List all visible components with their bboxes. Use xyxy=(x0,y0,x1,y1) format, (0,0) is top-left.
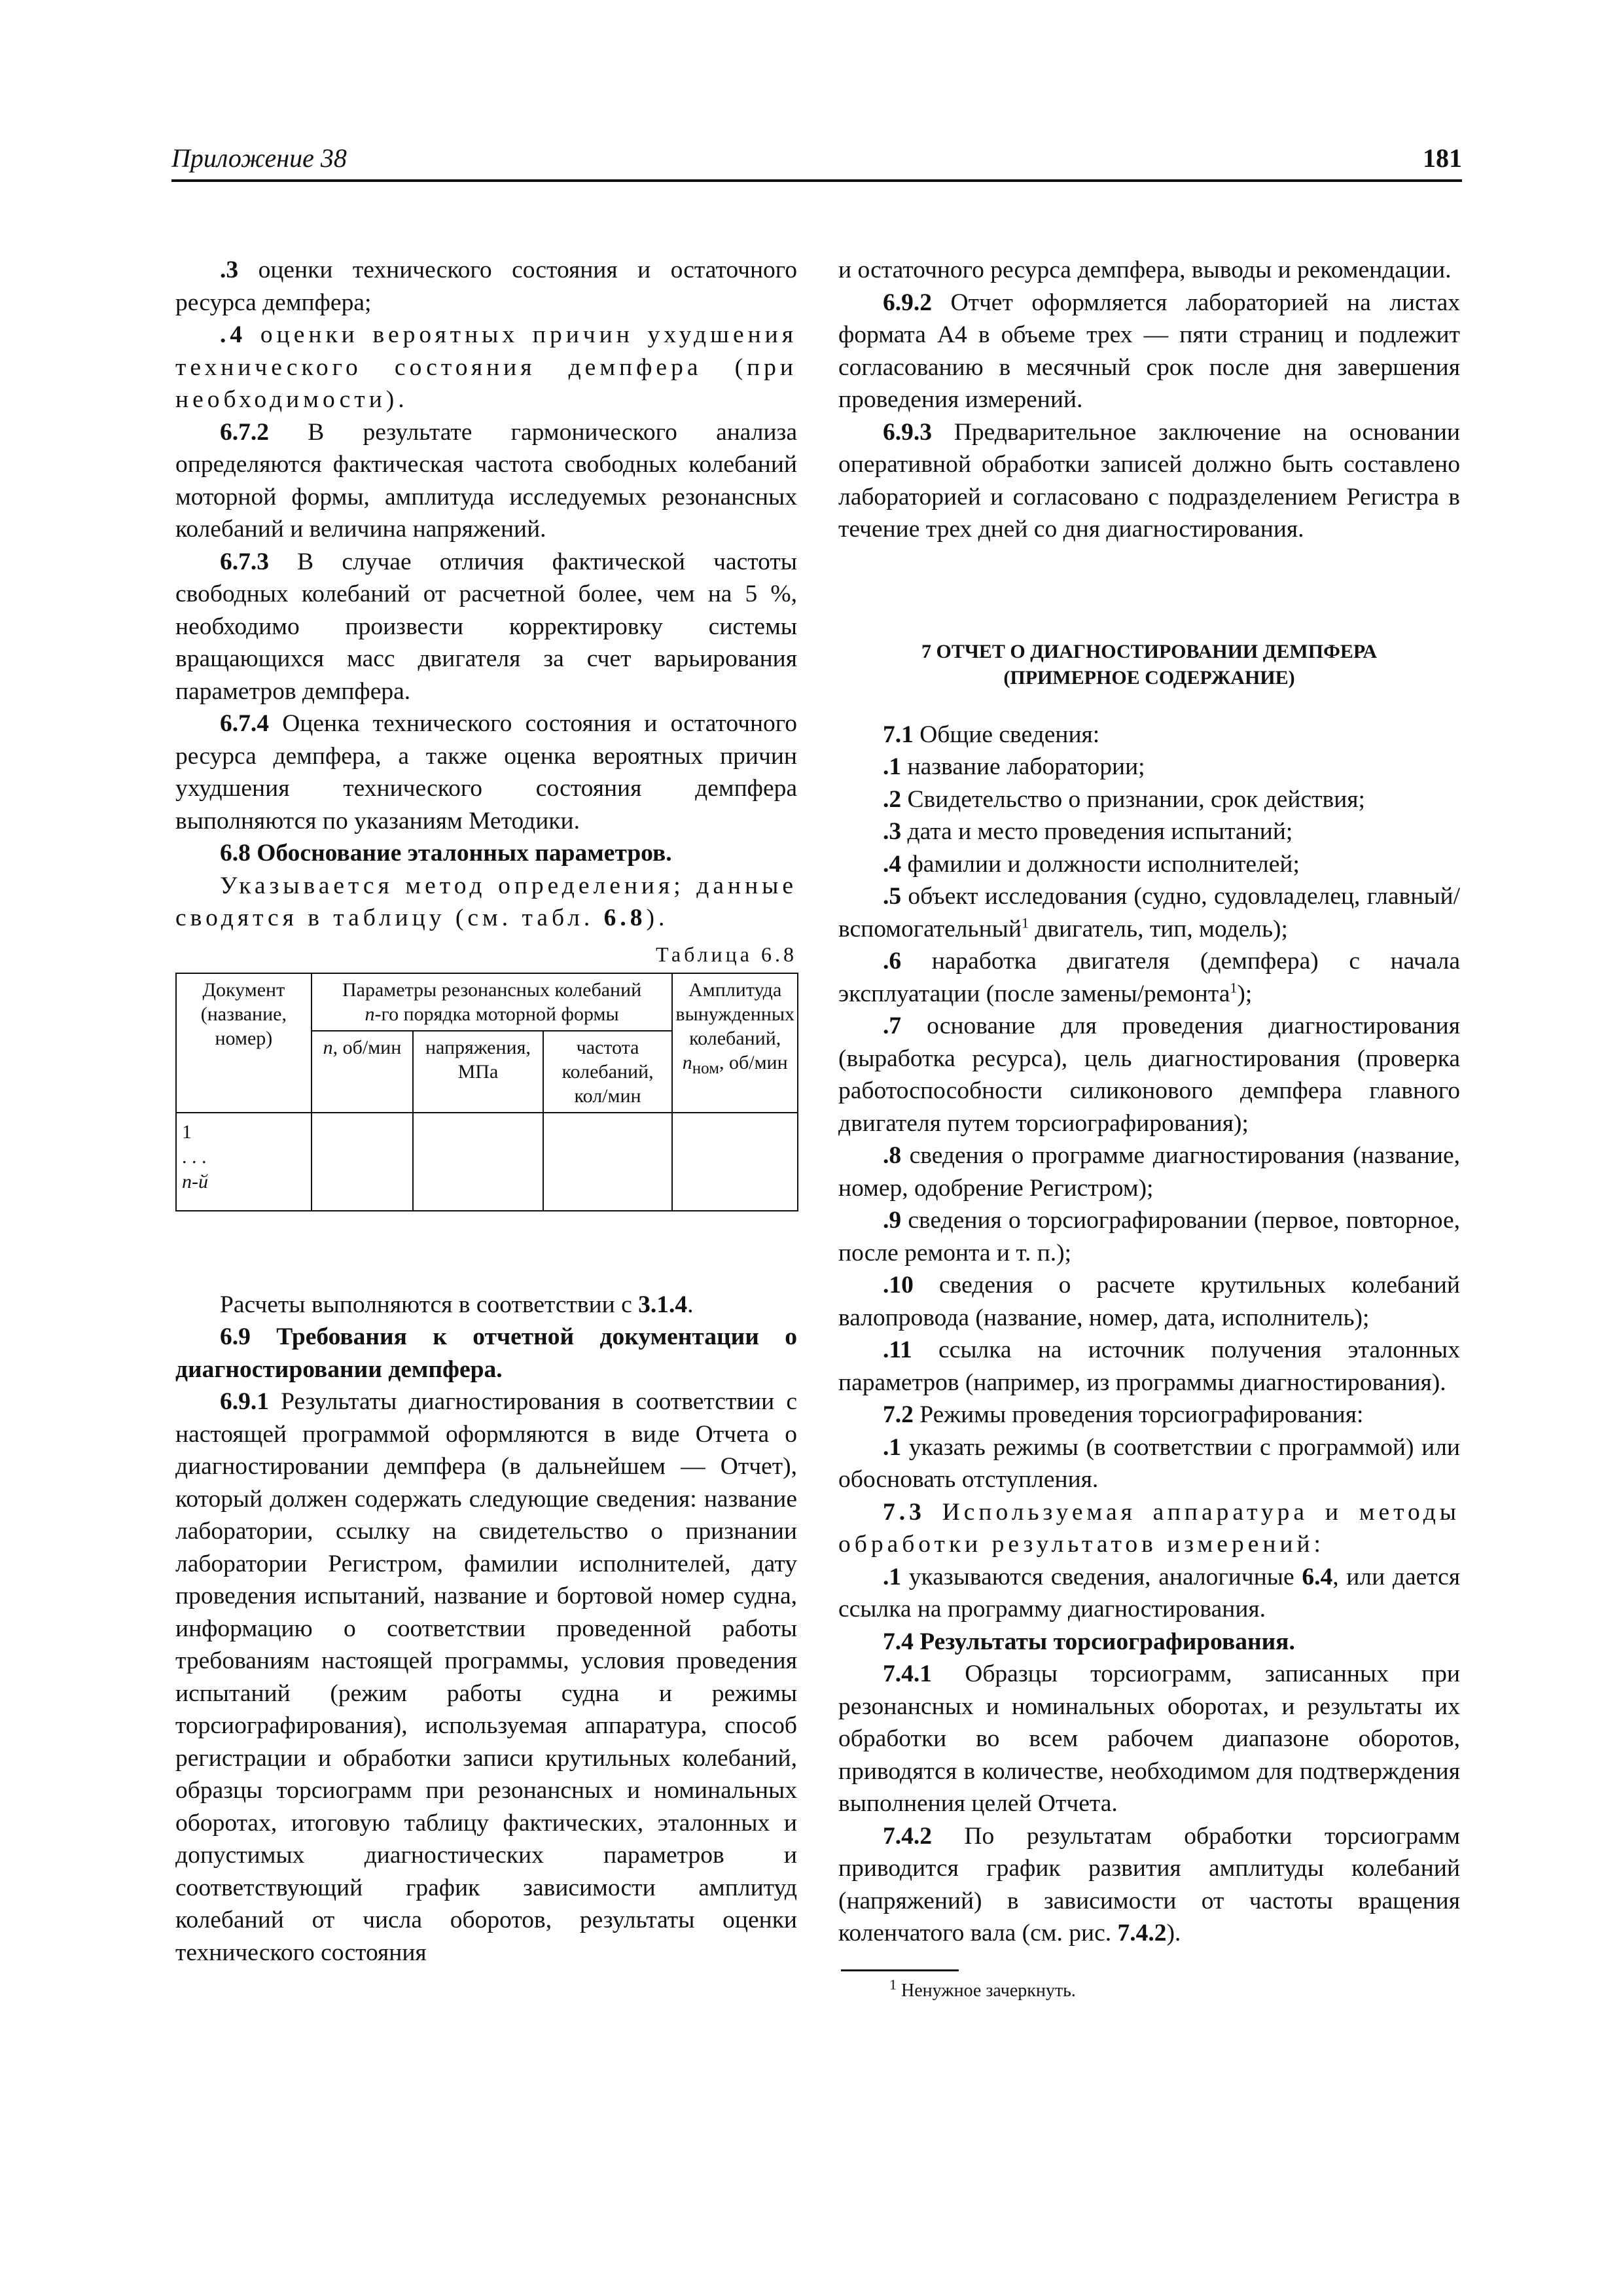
paragraph-7-1 xyxy=(838,719,1460,751)
section-number: 7.4.1 xyxy=(883,1660,932,1687)
paragraph-text: сведения о расчете крутильных колебаний валопровода (название, номер, дата, исполнитель); xyxy=(838,1272,1460,1331)
paragraph-text: Оценка технического состояния и остаточного ресурса демпфера, а также оценка вероятных причин ухудшения технического состояния демпфера выполняются по указаниям Методики. xyxy=(175,710,797,834)
paragraph-text: наработка двигателя (демпфера) с начала эксплуатации (после замены/ремонта xyxy=(838,948,1460,1007)
paragraph-text: Образцы торсиограмм, записанных при резонансных и номинальных оборотах, и результаты их обработки во всем рабочем диапазоне оборотов, приводятся в количестве, необходимом для подтверждения выполнения целей Отчета. xyxy=(838,1660,1460,1817)
paragraph-6-8 xyxy=(175,837,797,870)
item-number: .6 xyxy=(883,948,902,975)
page-number: 181 xyxy=(1423,143,1462,173)
item-number: .1 xyxy=(883,753,902,780)
item-number: .2 xyxy=(883,785,902,813)
paragraph-text: В результате гармонического анализа определяются фактическая частота свободных колебаний моторной формы, амплитуда исследуемых резонансных колебаний и величина напряжений. xyxy=(175,418,797,543)
paragraph-6-9-2 xyxy=(838,287,1460,416)
paragraph-text: Используемая аппаратура и методы обработки результатов измерений: xyxy=(838,1498,1460,1558)
paragraph-text: Режимы проведения торсиографирования: xyxy=(913,1401,1364,1428)
paragraph-text: . xyxy=(687,1291,694,1318)
paragraph-text: По результатам обработки торсиограмм приводится график развития амплитуды колебаний (напряжений) в зависимости от частоты вращения коленчатого вала (см. рис. xyxy=(838,1822,1460,1946)
header-text: Амплитуда вынужденных колебаний, xyxy=(675,978,794,1049)
section-number: 6.9.1 xyxy=(220,1388,269,1415)
table-header-frequency: частота колебаний, кол/мин xyxy=(543,1031,673,1113)
row-label: 1 xyxy=(182,1121,192,1143)
paragraph-7-4 xyxy=(838,1626,1460,1659)
item-number: .1 xyxy=(883,1563,902,1590)
table-caption: Таблица 6.8 xyxy=(656,942,797,966)
section-number: 7.4.2 xyxy=(883,1822,932,1850)
item-number: .11 xyxy=(883,1336,912,1363)
section-heading: Требования к отчетной документации о диагностировании демпфера. xyxy=(175,1323,797,1383)
list-item xyxy=(838,1334,1460,1399)
item-number: .3 xyxy=(883,818,902,845)
section-title: 7 ОТЧЕТ О ДИАГНОСТИРОВАНИИ ДЕМПФЕРА xyxy=(921,640,1377,662)
section-number: 7.1 xyxy=(883,721,914,748)
paragraph-text: указать режимы (в соответствии с программой) или обосновать отступления. xyxy=(838,1433,1460,1493)
header-text: Параметры резонансных колебаний xyxy=(342,978,642,1001)
footnote-mark: 1 xyxy=(1230,979,1238,996)
list-item xyxy=(838,1010,1460,1139)
paragraph-item-3 xyxy=(175,254,797,319)
list-item xyxy=(838,1204,1460,1269)
table-reference: 6.8 xyxy=(603,905,647,931)
paragraph-6-9-1 xyxy=(175,1386,797,1969)
list-item xyxy=(838,1431,1460,1496)
header-text: , об/мин xyxy=(719,1051,788,1073)
section-number: 7.2 xyxy=(883,1401,914,1428)
item-number: .4 xyxy=(883,850,902,878)
section-heading-7 xyxy=(838,639,1460,691)
list-item xyxy=(838,945,1460,1010)
paragraph-text: ссылка на источник получения эталонных параметров (например, из программы диагностирования). xyxy=(838,1336,1460,1396)
paragraph-text: оценки технического состояния и остаточного ресурса демпфера; xyxy=(175,257,797,316)
list-item xyxy=(838,1139,1460,1204)
paragraph-text: объект исследования (судно, судовладелец, главный/вспомогательный xyxy=(838,883,1460,942)
paragraph-text: двигатель, тип, модель); xyxy=(1028,915,1288,942)
paragraph-text: фамилии и должности исполнителей; xyxy=(901,850,1300,878)
list-item xyxy=(838,1561,1460,1626)
section-number: 6.8 xyxy=(220,840,251,867)
item-number: .1 xyxy=(883,1433,902,1461)
section-heading: Обоснование эталонных параметров. xyxy=(250,840,672,867)
header-text: , об/мин xyxy=(332,1036,402,1058)
list-item xyxy=(838,751,1460,783)
header-var: n xyxy=(365,1003,375,1025)
table-header-document: Документ (название, номер) xyxy=(176,973,312,1113)
running-title: Приложение 38 xyxy=(171,143,347,173)
table-header-parameters xyxy=(312,973,673,1031)
table-header-rpm xyxy=(312,1031,413,1113)
paragraph-7-2 xyxy=(838,1399,1460,1431)
table-cell xyxy=(312,1113,413,1211)
paragraph-text: Указывается метод определения; данные сводятся в таблицу (см. табл. xyxy=(175,872,797,931)
footnote-mark: 1 xyxy=(1021,914,1029,931)
left-column xyxy=(175,254,797,1969)
paragraph-text: сведения о программе диагностирования (название, номер, одобрение Регистром); xyxy=(838,1142,1460,1202)
page-header xyxy=(171,140,1462,182)
paragraph-text: Свидетельство о признании, срок действия; xyxy=(901,785,1365,813)
table-cell xyxy=(543,1113,673,1211)
paragraph-text: основание для проведения диагностирования (выработка ресурса), цель диагностирования (проверка работоспособности силиконового демпфера главного двигателя путем торсиографирования); xyxy=(838,1013,1460,1137)
section-number: 6.9.3 xyxy=(883,418,932,446)
paragraph-7-4-1 xyxy=(838,1658,1460,1820)
row-label: . . . xyxy=(182,1145,207,1168)
item-number: .10 xyxy=(883,1272,914,1299)
list-item xyxy=(838,816,1460,848)
item-number: .3 xyxy=(220,257,239,283)
section-number: 7.3 xyxy=(883,1498,925,1526)
section-number: 6.7.3 xyxy=(220,548,269,575)
paragraph-text: название лаборатории; xyxy=(901,753,1145,780)
section-reference: 6.4 xyxy=(1302,1563,1333,1590)
list-item xyxy=(838,880,1460,945)
header-var: n xyxy=(682,1051,692,1073)
section-subtitle: (ПРИМЕРНОЕ СОДЕРЖАНИЕ) xyxy=(1003,666,1295,689)
header-sub: ном xyxy=(692,1059,719,1077)
table-cell xyxy=(413,1113,543,1211)
table-header-amplitude xyxy=(672,973,798,1113)
paragraph-text: указываются сведения, аналогичные xyxy=(901,1563,1302,1590)
section-heading: Результаты торсиографирования. xyxy=(913,1628,1295,1655)
footnote-rule xyxy=(841,1969,959,1971)
paragraph-text: Предварительное заключение на основании оперативной обработки записей должно быть составлено лабораторией и согласовано с подразделением Регистра в течение трех дней со дня диагностирования. xyxy=(838,418,1460,543)
item-number: .8 xyxy=(883,1142,902,1169)
item-number: .9 xyxy=(883,1207,902,1234)
table-row-numbers xyxy=(176,1113,312,1211)
list-item xyxy=(838,1269,1460,1334)
paragraph-text: Результаты диагностирования в соответствии с настоящей программой оформляются в виде Отчета о диагностировании демпфера (в дальнейшем — Отчет), который должен содержать следующие сведения: название лаборатории, ссылку на свидетельство о признании лаборатории Регистром, фамилии исполнителей, дату проведения испытаний, название и бортовой номер судна, информацию о соответствии проведенной работы требованиям настоящей программы, условия проведения испытаний (режим работы судна и режимы торсиографирования), используемая аппаратура, способ регистрации и обработки записи крутильных колебаний, образцы торсиограмм при резонансных и номинальных оборотах, итоговую таблицу фактических, эталонных и допустимых диагностических параметров и соответствующий график зависимости амплитуд колебаний от числа оборотов, результаты оценки технического состояния xyxy=(175,1388,797,1966)
figure-reference: 7.4.2 xyxy=(1117,1920,1167,1946)
paragraph-continuation: и остаточного ресурса демпфера, выводы и рекомендации. xyxy=(838,257,1452,283)
footnote xyxy=(889,1978,1460,2004)
paragraph-6-9-3 xyxy=(838,416,1460,546)
list-item xyxy=(838,848,1460,881)
table-cell xyxy=(672,1113,798,1211)
paragraph-text: В случае отличия фактической частоты свободных колебаний от расчетной более, чем на 5 %, необходимо произвести корректировку системы вращающихся масс двигателя за счет варьирования параметров демпфера. xyxy=(175,548,797,705)
right-column xyxy=(838,254,1460,2004)
section-number: 6.7.4 xyxy=(220,710,269,737)
footnote-text: Ненужное зачеркнуть. xyxy=(897,1980,1076,2001)
parameters-table xyxy=(175,973,798,1211)
section-number: 6.7.2 xyxy=(220,418,269,446)
paragraph-item-4 xyxy=(175,319,797,416)
paragraph-7-3 xyxy=(838,1496,1460,1561)
paragraph-text: дата и место проведения испытаний; xyxy=(901,818,1293,845)
paragraph-6-7-2 xyxy=(175,416,797,546)
section-number: 7.4 xyxy=(883,1628,914,1655)
paragraph-method xyxy=(175,870,797,935)
section-number: 6.9.2 xyxy=(883,289,932,316)
paragraph-text: ). xyxy=(646,905,669,931)
section-reference: 3.1.4 xyxy=(638,1291,688,1318)
paragraph-text: Расчеты выполняются в соответствии с xyxy=(220,1291,639,1318)
footnote-mark: 1 xyxy=(889,1976,897,1993)
paragraph-6-9 xyxy=(175,1321,797,1386)
section-number: 6.9 xyxy=(220,1323,251,1350)
paragraph-text: ); xyxy=(1237,980,1253,1007)
paragraph-text: Общие сведения: xyxy=(913,721,1100,748)
paragraph-6-7-4 xyxy=(175,708,797,837)
item-number: .5 xyxy=(883,883,902,910)
paragraph-text: ). xyxy=(1166,1920,1181,1946)
item-number: .4 xyxy=(220,321,247,348)
paragraph-6-7-3 xyxy=(175,546,797,708)
paragraph-7-4-2 xyxy=(838,1820,1460,1950)
list-item xyxy=(838,783,1460,816)
paragraph-calculations xyxy=(175,1289,797,1321)
table-header-stress: напряжения, МПа xyxy=(413,1031,543,1113)
paragraph-text: , или дается ссылка на программу диагностирования. xyxy=(838,1563,1460,1623)
row-label: n-й xyxy=(182,1170,208,1193)
header-text: -го порядка моторной формы xyxy=(374,1003,619,1025)
paragraph-text: Отчет оформляется лабораторией на листах формата А4 в объеме трех — пяти страниц и подлежит согласованию в месячный срок после дня завершения проведения измерений. xyxy=(838,289,1460,413)
paragraph-text: оценки вероятных причин ухудшения технического состояния демпфера (при необходимости). xyxy=(175,321,797,413)
paragraph-text: сведения о торсиографировании (первое, повторное, после ремонта и т. п.); xyxy=(838,1207,1460,1266)
header-var: n xyxy=(323,1036,333,1058)
item-number: .7 xyxy=(883,1013,902,1039)
